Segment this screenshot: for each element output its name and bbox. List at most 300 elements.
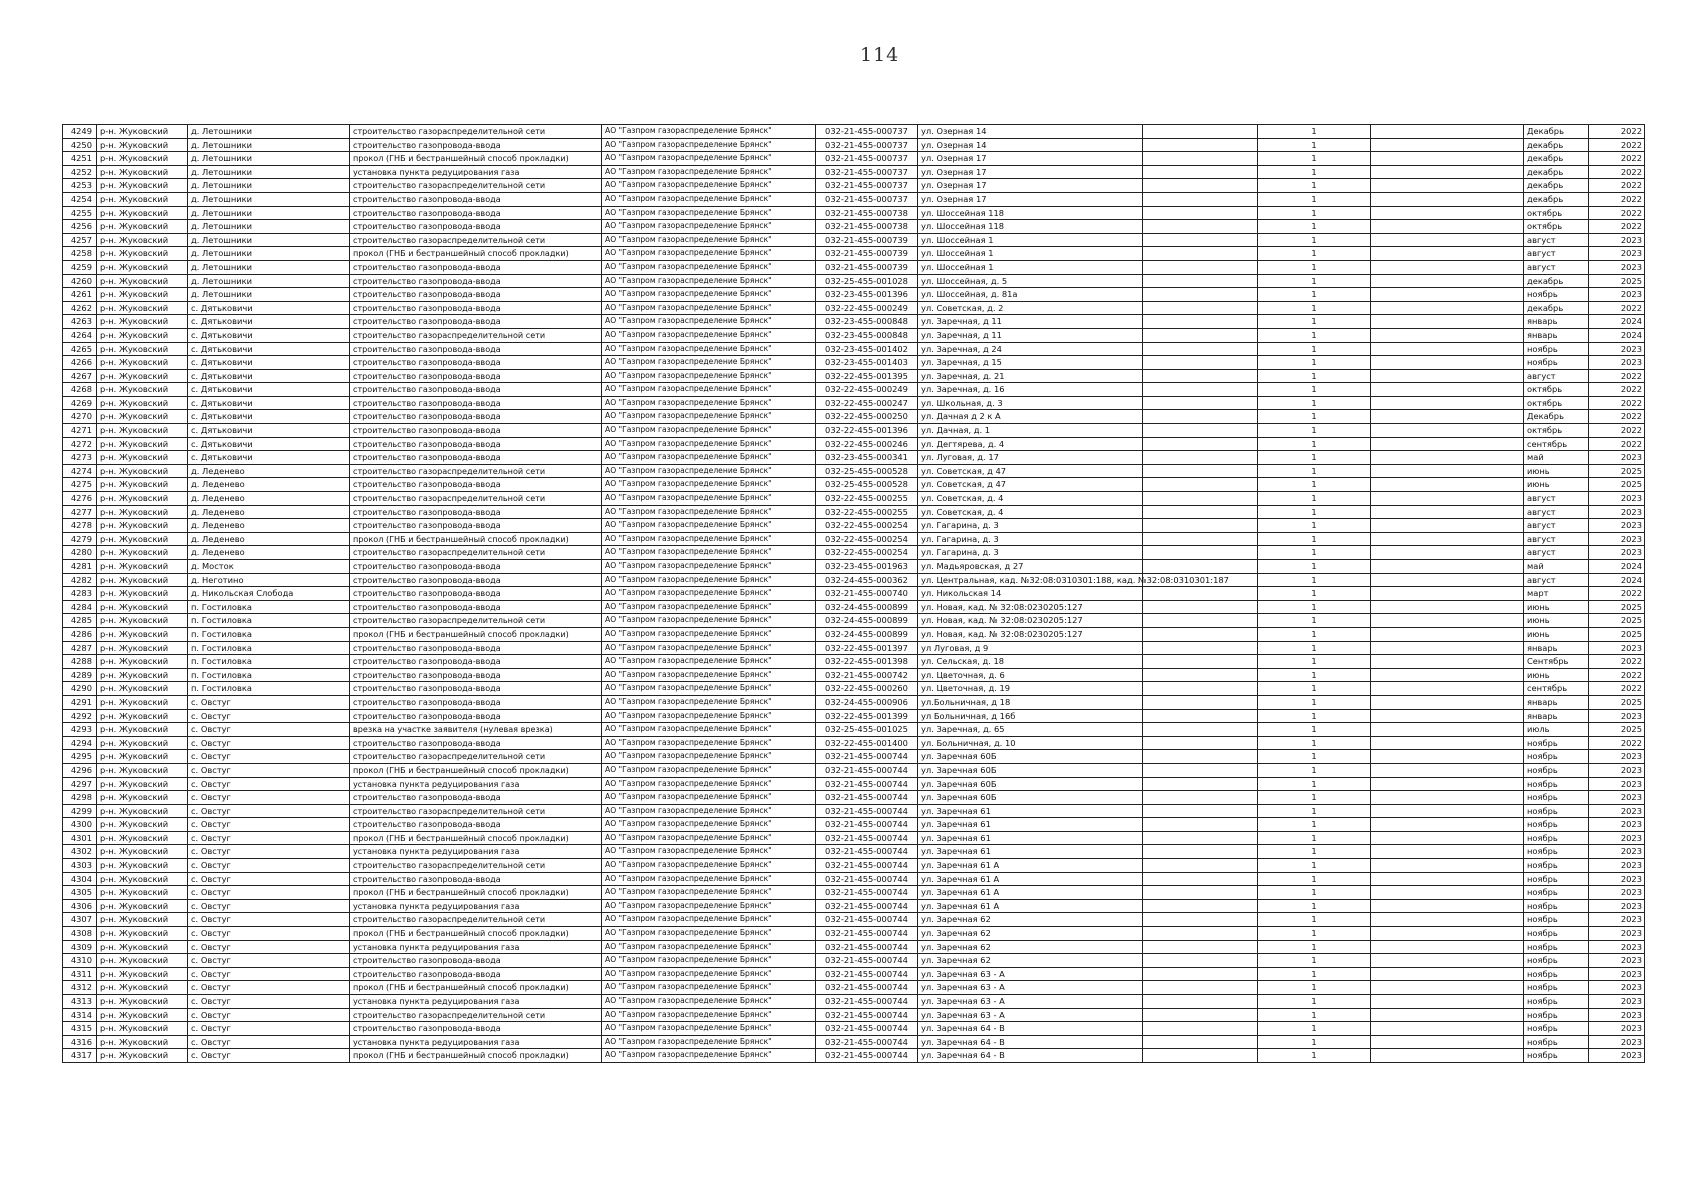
year-cell: 2024 <box>1589 573 1645 587</box>
extra-2-cell <box>1371 505 1524 519</box>
row-number-cell: 4315 <box>63 1022 97 1036</box>
address-cell: ул. Больничная, д. 10 <box>918 736 1143 750</box>
row-number-cell: 4278 <box>63 519 97 533</box>
quantity-cell: 1 <box>1258 396 1371 410</box>
table-row <box>63 940 1645 954</box>
district-cell: р-н. Жуковский <box>97 247 188 261</box>
month-cell: ноябрь <box>1524 342 1589 356</box>
year-cell: 2025 <box>1589 627 1645 641</box>
address-cell: ул. Заречная 60Б <box>918 763 1143 777</box>
table-row <box>63 981 1645 995</box>
request-code-cell: 032-22-455-000249 <box>816 383 918 397</box>
table-body <box>63 125 1645 1063</box>
quantity-cell: 1 <box>1258 940 1371 954</box>
quantity-cell: 1 <box>1258 233 1371 247</box>
settlement-cell: с. Дятьковичи <box>188 369 350 383</box>
extra-1-cell <box>1143 682 1258 696</box>
address-cell: ул. Советская, д 47 <box>918 464 1143 478</box>
work-type-cell: строительство газопровода-ввода <box>350 410 602 424</box>
extra-1-cell <box>1143 845 1258 859</box>
year-cell: 2024 <box>1589 560 1645 574</box>
table-row <box>63 165 1645 179</box>
row-number-cell: 4283 <box>63 587 97 601</box>
settlement-cell: д. Леденево <box>188 505 350 519</box>
quantity-cell: 1 <box>1258 505 1371 519</box>
district-cell: р-н. Жуковский <box>97 1008 188 1022</box>
organization-cell: АО "Газпром газораспределение Брянск" <box>602 383 816 397</box>
work-type-cell: строительство газопровода-ввода <box>350 967 602 981</box>
organization-cell: АО "Газпром газораспределение Брянск" <box>602 1049 816 1063</box>
settlement-cell: с. Овстуг <box>188 981 350 995</box>
row-number-cell: 4256 <box>63 220 97 234</box>
extra-1-cell <box>1143 301 1258 315</box>
quantity-cell: 1 <box>1258 600 1371 614</box>
extra-1-cell <box>1143 777 1258 791</box>
work-type-cell: строительство газопровода-ввода <box>350 573 602 587</box>
request-code-cell: 032-21-455-000744 <box>816 967 918 981</box>
extra-2-cell <box>1371 859 1524 873</box>
year-cell: 2023 <box>1589 995 1645 1009</box>
extra-2-cell <box>1371 614 1524 628</box>
extra-2-cell <box>1371 954 1524 968</box>
settlement-cell: д. Летошники <box>188 233 350 247</box>
settlement-cell: п. Гостиловка <box>188 655 350 669</box>
request-code-cell: 032-21-455-000737 <box>816 192 918 206</box>
extra-2-cell <box>1371 913 1524 927</box>
work-type-cell: строительство газопровода-ввода <box>350 206 602 220</box>
organization-cell: АО "Газпром газораспределение Брянск" <box>602 573 816 587</box>
address-cell: ул. Гагарина, д. 3 <box>918 546 1143 560</box>
address-cell: ул. Советская, д. 2 <box>918 301 1143 315</box>
extra-2-cell <box>1371 288 1524 302</box>
year-cell: 2023 <box>1589 872 1645 886</box>
table-row <box>63 587 1645 601</box>
extra-1-cell <box>1143 192 1258 206</box>
settlement-cell: с. Овстуг <box>188 899 350 913</box>
extra-1-cell <box>1143 954 1258 968</box>
table-row <box>63 723 1645 737</box>
organization-cell: АО "Газпром газораспределение Брянск" <box>602 532 816 546</box>
address-cell: ул. Луговая, д. 17 <box>918 451 1143 465</box>
row-number-cell: 4259 <box>63 260 97 274</box>
month-cell: декабрь <box>1524 179 1589 193</box>
table-row <box>63 736 1645 750</box>
month-cell: ноябрь <box>1524 886 1589 900</box>
extra-1-cell <box>1143 981 1258 995</box>
month-cell: январь <box>1524 315 1589 329</box>
address-cell: ул. Заречная 60Б <box>918 791 1143 805</box>
table-row <box>63 179 1645 193</box>
table-row <box>63 478 1645 492</box>
district-cell: р-н. Жуковский <box>97 641 188 655</box>
row-number-cell: 4286 <box>63 627 97 641</box>
row-number-cell: 4268 <box>63 383 97 397</box>
year-cell: 2023 <box>1589 750 1645 764</box>
year-cell: 2023 <box>1589 641 1645 655</box>
quantity-cell: 1 <box>1258 192 1371 206</box>
extra-2-cell <box>1371 152 1524 166</box>
extra-2-cell <box>1371 138 1524 152</box>
extra-2-cell <box>1371 763 1524 777</box>
table-row <box>63 560 1645 574</box>
extra-1-cell <box>1143 913 1258 927</box>
row-number-cell: 4284 <box>63 600 97 614</box>
organization-cell: АО "Газпром газораспределение Брянск" <box>602 179 816 193</box>
month-cell: август <box>1524 505 1589 519</box>
settlement-cell: с. Овстуг <box>188 723 350 737</box>
row-number-cell: 4249 <box>63 125 97 139</box>
extra-2-cell <box>1371 560 1524 574</box>
district-cell: р-н. Жуковский <box>97 519 188 533</box>
request-code-cell: 032-22-455-000254 <box>816 532 918 546</box>
district-cell: р-н. Жуковский <box>97 410 188 424</box>
extra-1-cell <box>1143 791 1258 805</box>
work-type-cell: строительство газопровода-ввода <box>350 600 602 614</box>
settlement-cell: д. Леденево <box>188 492 350 506</box>
organization-cell: АО "Газпром газораспределение Брянск" <box>602 369 816 383</box>
row-number-cell: 4281 <box>63 560 97 574</box>
page-number: 114 <box>860 44 900 66</box>
row-number-cell: 4313 <box>63 995 97 1009</box>
year-cell: 2022 <box>1589 165 1645 179</box>
settlement-cell: с. Овстуг <box>188 967 350 981</box>
address-cell: ул. Дачная д 2 к А <box>918 410 1143 424</box>
extra-1-cell <box>1143 899 1258 913</box>
extra-1-cell <box>1143 383 1258 397</box>
settlement-cell: с. Овстуг <box>188 695 350 709</box>
request-code-cell: 032-25-455-001028 <box>816 274 918 288</box>
month-cell: декабрь <box>1524 138 1589 152</box>
extra-1-cell <box>1143 315 1258 329</box>
district-cell: р-н. Жуковский <box>97 505 188 519</box>
table-row <box>63 1022 1645 1036</box>
work-type-cell: строительство газопровода-ввода <box>350 641 602 655</box>
district-cell: р-н. Жуковский <box>97 532 188 546</box>
extra-1-cell <box>1143 1035 1258 1049</box>
quantity-cell: 1 <box>1258 206 1371 220</box>
district-cell: р-н. Жуковский <box>97 1022 188 1036</box>
extra-2-cell <box>1371 791 1524 805</box>
extra-1-cell <box>1143 1008 1258 1022</box>
request-code-cell: 032-21-455-000744 <box>816 831 918 845</box>
extra-2-cell <box>1371 750 1524 764</box>
year-cell: 2023 <box>1589 791 1645 805</box>
address-cell: ул. Шоссейная, д. 5 <box>918 274 1143 288</box>
district-cell: р-н. Жуковский <box>97 600 188 614</box>
request-code-cell: 032-21-455-000744 <box>816 981 918 995</box>
work-type-cell: строительство газопровода-ввода <box>350 138 602 152</box>
organization-cell: АО "Газпром газораспределение Брянск" <box>602 410 816 424</box>
extra-1-cell <box>1143 560 1258 574</box>
extra-1-cell <box>1143 165 1258 179</box>
request-code-cell: 032-23-455-001396 <box>816 288 918 302</box>
month-cell: ноябрь <box>1524 804 1589 818</box>
work-type-cell: строительство газораспределительной сети <box>350 492 602 506</box>
district-cell: р-н. Жуковский <box>97 682 188 696</box>
extra-1-cell <box>1143 274 1258 288</box>
settlement-cell: с. Дятьковичи <box>188 410 350 424</box>
year-cell: 2023 <box>1589 546 1645 560</box>
address-cell: ул. Заречная, д. 16 <box>918 383 1143 397</box>
work-type-cell: строительство газопровода-ввода <box>350 383 602 397</box>
request-code-cell: 032-24-455-000899 <box>816 627 918 641</box>
month-cell: январь <box>1524 695 1589 709</box>
row-number-cell: 4263 <box>63 315 97 329</box>
request-code-cell: 032-22-455-001399 <box>816 709 918 723</box>
settlement-cell: с. Овстуг <box>188 1008 350 1022</box>
month-cell: ноябрь <box>1524 356 1589 370</box>
request-code-cell: 032-21-455-000744 <box>816 927 918 941</box>
settlement-cell: с. Овстуг <box>188 872 350 886</box>
settlement-cell: с. Овстуг <box>188 818 350 832</box>
organization-cell: АО "Газпром газораспределение Брянск" <box>602 995 816 1009</box>
request-code-cell: 032-21-455-000738 <box>816 220 918 234</box>
quantity-cell: 1 <box>1258 220 1371 234</box>
row-number-cell: 4282 <box>63 573 97 587</box>
month-cell: декабрь <box>1524 274 1589 288</box>
month-cell: сентябрь <box>1524 682 1589 696</box>
row-number-cell: 4271 <box>63 424 97 438</box>
quantity-cell: 1 <box>1258 995 1371 1009</box>
district-cell: р-н. Жуковский <box>97 274 188 288</box>
extra-2-cell <box>1371 478 1524 492</box>
extra-1-cell <box>1143 424 1258 438</box>
district-cell: р-н. Жуковский <box>97 927 188 941</box>
table-row <box>63 627 1645 641</box>
district-cell: р-н. Жуковский <box>97 954 188 968</box>
extra-2-cell <box>1371 627 1524 641</box>
organization-cell: АО "Газпром газораспределение Брянск" <box>602 913 816 927</box>
district-cell: р-н. Жуковский <box>97 981 188 995</box>
organization-cell: АО "Газпром газораспределение Брянск" <box>602 1035 816 1049</box>
year-cell: 2023 <box>1589 532 1645 546</box>
request-code-cell: 032-21-455-000744 <box>816 886 918 900</box>
settlement-cell: с. Овстуг <box>188 859 350 873</box>
quantity-cell: 1 <box>1258 927 1371 941</box>
extra-1-cell <box>1143 804 1258 818</box>
organization-cell: АО "Газпром газораспределение Брянск" <box>602 886 816 900</box>
address-cell: ул. Заречная 64 - В <box>918 1035 1143 1049</box>
quantity-cell: 1 <box>1258 165 1371 179</box>
extra-2-cell <box>1371 192 1524 206</box>
year-cell: 2023 <box>1589 859 1645 873</box>
year-cell: 2022 <box>1589 424 1645 438</box>
organization-cell: АО "Газпром газораспределение Брянск" <box>602 464 816 478</box>
settlement-cell: д. Неготино <box>188 573 350 587</box>
settlement-cell: с. Овстуг <box>188 1022 350 1036</box>
organization-cell: АО "Газпром газораспределение Брянск" <box>602 763 816 777</box>
organization-cell: АО "Газпром газораспределение Брянск" <box>602 695 816 709</box>
extra-2-cell <box>1371 437 1524 451</box>
work-type-cell: строительство газопровода-ввода <box>350 437 602 451</box>
row-number-cell: 4270 <box>63 410 97 424</box>
address-cell: ул. Заречная 64 - В <box>918 1049 1143 1063</box>
row-number-cell: 4301 <box>63 831 97 845</box>
request-code-cell: 032-21-455-000737 <box>816 138 918 152</box>
table-row <box>63 383 1645 397</box>
organization-cell: АО "Газпром газораспределение Брянск" <box>602 804 816 818</box>
district-cell: р-н. Жуковский <box>97 369 188 383</box>
settlement-cell: д. Леденево <box>188 519 350 533</box>
request-code-cell: 032-24-455-000362 <box>816 573 918 587</box>
address-cell: ул. Озерная 17 <box>918 192 1143 206</box>
settlement-cell: д. Леденево <box>188 464 350 478</box>
work-type-cell: строительство газопровода-ввода <box>350 315 602 329</box>
address-cell: ул. Заречная, д 11 <box>918 315 1143 329</box>
year-cell: 2022 <box>1589 396 1645 410</box>
extra-1-cell <box>1143 695 1258 709</box>
table-row <box>63 859 1645 873</box>
quantity-cell: 1 <box>1258 247 1371 261</box>
work-type-cell: установка пункта редуцирования газа <box>350 1035 602 1049</box>
year-cell: 2022 <box>1589 192 1645 206</box>
month-cell: ноябрь <box>1524 872 1589 886</box>
table-row <box>63 437 1645 451</box>
organization-cell: АО "Газпром газораспределение Брянск" <box>602 614 816 628</box>
row-number-cell: 4302 <box>63 845 97 859</box>
row-number-cell: 4250 <box>63 138 97 152</box>
row-number-cell: 4258 <box>63 247 97 261</box>
settlement-cell: д. Летошники <box>188 206 350 220</box>
settlement-cell: с. Овстуг <box>188 804 350 818</box>
row-number-cell: 4257 <box>63 233 97 247</box>
year-cell: 2023 <box>1589 1008 1645 1022</box>
address-cell: ул. Заречная 60Б <box>918 777 1143 791</box>
settlement-cell: д. Леденево <box>188 478 350 492</box>
district-cell: р-н. Жуковский <box>97 451 188 465</box>
table-row <box>63 519 1645 533</box>
district-cell: р-н. Жуковский <box>97 655 188 669</box>
organization-cell: АО "Газпром газораспределение Брянск" <box>602 274 816 288</box>
work-type-cell: строительство газопровода-ввода <box>350 288 602 302</box>
month-cell: июнь <box>1524 600 1589 614</box>
quantity-cell: 1 <box>1258 532 1371 546</box>
month-cell: июнь <box>1524 627 1589 641</box>
quantity-cell: 1 <box>1258 410 1371 424</box>
district-cell: р-н. Жуковский <box>97 723 188 737</box>
request-code-cell: 032-21-455-000744 <box>816 791 918 805</box>
year-cell: 2023 <box>1589 342 1645 356</box>
extra-1-cell <box>1143 763 1258 777</box>
extra-2-cell <box>1371 587 1524 601</box>
request-code-cell: 032-24-455-000899 <box>816 614 918 628</box>
settlement-cell: д. Летошники <box>188 138 350 152</box>
year-cell: 2023 <box>1589 927 1645 941</box>
extra-1-cell <box>1143 872 1258 886</box>
work-type-cell: установка пункта редуцирования газа <box>350 845 602 859</box>
month-cell: декабрь <box>1524 152 1589 166</box>
table-row <box>63 967 1645 981</box>
quantity-cell: 1 <box>1258 859 1371 873</box>
table-row <box>63 464 1645 478</box>
settlement-cell: п. Гостиловка <box>188 600 350 614</box>
year-cell: 2023 <box>1589 1049 1645 1063</box>
extra-2-cell <box>1371 818 1524 832</box>
year-cell: 2025 <box>1589 600 1645 614</box>
settlement-cell: с. Овстуг <box>188 736 350 750</box>
organization-cell: АО "Газпром газораспределение Брянск" <box>602 152 816 166</box>
organization-cell: АО "Газпром газораспределение Брянск" <box>602 872 816 886</box>
district-cell: р-н. Жуковский <box>97 206 188 220</box>
extra-1-cell <box>1143 220 1258 234</box>
address-cell: ул. Новая, кад. № 32:08:0230205:127 <box>918 614 1143 628</box>
settlement-cell: с. Дятьковичи <box>188 356 350 370</box>
year-cell: 2023 <box>1589 981 1645 995</box>
district-cell: р-н. Жуковский <box>97 233 188 247</box>
request-code-cell: 032-21-455-000744 <box>816 859 918 873</box>
extra-2-cell <box>1371 981 1524 995</box>
organization-cell: АО "Газпром газораспределение Брянск" <box>602 655 816 669</box>
quantity-cell: 1 <box>1258 791 1371 805</box>
table-row <box>63 600 1645 614</box>
request-code-cell: 032-21-455-000744 <box>816 804 918 818</box>
quantity-cell: 1 <box>1258 587 1371 601</box>
district-cell: р-н. Жуковский <box>97 736 188 750</box>
month-cell: ноябрь <box>1524 1049 1589 1063</box>
month-cell: август <box>1524 369 1589 383</box>
row-number-cell: 4309 <box>63 940 97 954</box>
quantity-cell: 1 <box>1258 967 1371 981</box>
table-row <box>63 682 1645 696</box>
quantity-cell: 1 <box>1258 328 1371 342</box>
month-cell: октябрь <box>1524 206 1589 220</box>
extra-2-cell <box>1371 328 1524 342</box>
month-cell: ноябрь <box>1524 818 1589 832</box>
row-number-cell: 4264 <box>63 328 97 342</box>
district-cell: р-н. Жуковский <box>97 165 188 179</box>
settlement-cell: п. Гостиловка <box>188 614 350 628</box>
address-cell: ул. Новая, кад. № 32:08:0230205:127 <box>918 600 1143 614</box>
organization-cell: АО "Газпром газораспределение Брянск" <box>602 791 816 805</box>
quantity-cell: 1 <box>1258 260 1371 274</box>
work-type-cell: строительство газопровода-ввода <box>350 342 602 356</box>
row-number-cell: 4310 <box>63 954 97 968</box>
month-cell: август <box>1524 233 1589 247</box>
organization-cell: АО "Газпром газораспределение Брянск" <box>602 492 816 506</box>
request-code-cell: 032-23-455-001963 <box>816 560 918 574</box>
extra-2-cell <box>1371 165 1524 179</box>
address-cell: ул. Заречная 63 - А <box>918 981 1143 995</box>
address-cell: ул. Заречная 60Б <box>918 750 1143 764</box>
extra-2-cell <box>1371 464 1524 478</box>
month-cell: ноябрь <box>1524 1035 1589 1049</box>
year-cell: 2023 <box>1589 954 1645 968</box>
row-number-cell: 4299 <box>63 804 97 818</box>
request-code-cell: 032-24-455-000906 <box>816 695 918 709</box>
extra-1-cell <box>1143 627 1258 641</box>
year-cell: 2022 <box>1589 152 1645 166</box>
year-cell: 2023 <box>1589 492 1645 506</box>
month-cell: ноябрь <box>1524 967 1589 981</box>
request-code-cell: 032-22-455-000247 <box>816 396 918 410</box>
address-cell: ул. Школьная, д. 3 <box>918 396 1143 410</box>
address-cell: ул. Заречная 62 <box>918 913 1143 927</box>
district-cell: р-н. Жуковский <box>97 260 188 274</box>
table-row <box>63 1049 1645 1063</box>
table-row <box>63 451 1645 465</box>
settlement-cell: с. Овстуг <box>188 940 350 954</box>
extra-1-cell <box>1143 519 1258 533</box>
year-cell: 2023 <box>1589 1035 1645 1049</box>
table-row <box>63 831 1645 845</box>
settlement-cell: с. Овстуг <box>188 1035 350 1049</box>
table-row <box>63 641 1645 655</box>
extra-1-cell <box>1143 369 1258 383</box>
year-cell: 2023 <box>1589 288 1645 302</box>
extra-2-cell <box>1371 342 1524 356</box>
extra-2-cell <box>1371 940 1524 954</box>
extra-2-cell <box>1371 1049 1524 1063</box>
